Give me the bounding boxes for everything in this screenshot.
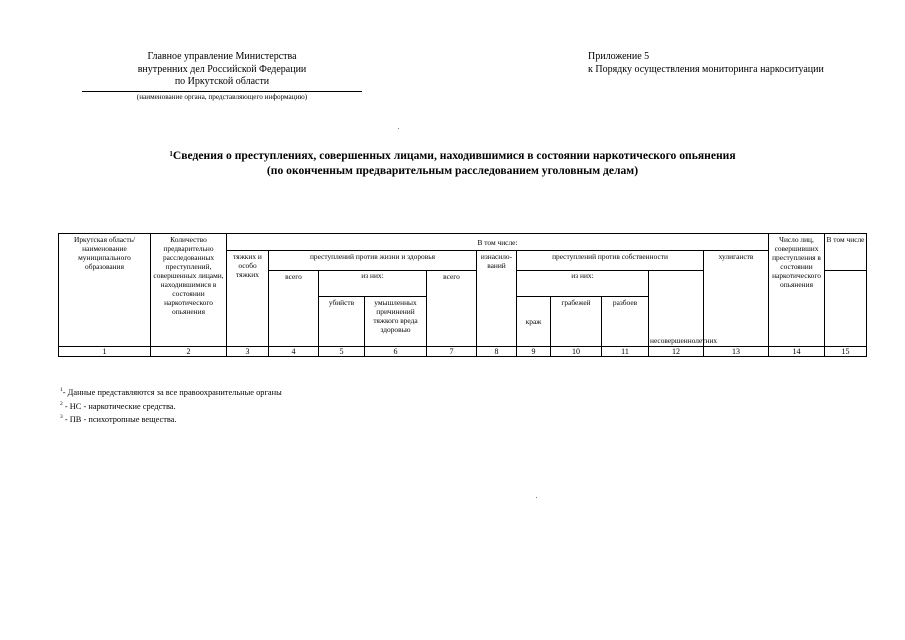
col-minors: несовершеннолетних	[649, 271, 704, 347]
col-life-total: всего	[269, 271, 319, 347]
col-rape: изнасило-ваний	[477, 251, 517, 347]
column-number: 6	[365, 346, 427, 356]
org-caption: (наименование органа, представляющего информацию)	[136, 92, 308, 101]
document-title	[60, 149, 845, 178]
header-right	[588, 51, 858, 76]
column-numbers-row	[59, 346, 867, 356]
underline	[82, 91, 362, 92]
title-line-2: (по оконченным предварительным расследованием уголовным делам)	[266, 163, 639, 177]
column-number: 8	[477, 346, 517, 356]
col-life-of-them: из них:	[319, 271, 427, 297]
footnote-2: $^2$ - НС - наркотические средства.	[60, 400, 176, 411]
scan-speck	[398, 128, 399, 129]
col-crimes-count: Количество предварительно расследованных преступлений, совершенных лицами, находившимися в состоянии наркотического опьянения	[151, 234, 227, 347]
col-theft: краж	[517, 296, 551, 346]
column-number: 1	[59, 346, 151, 356]
col-persons: Число лиц, совершивших преступления в состоянии наркотического опьянения	[769, 234, 825, 347]
footnotes	[60, 385, 282, 426]
col-brigandage: разбоев	[602, 296, 649, 346]
appendix-ref: к Порядку осуществления мониторинга наркоситуации	[588, 63, 824, 75]
col-hooliganism: хулиганств	[704, 251, 769, 347]
appendix-number: Приложение 5	[588, 51, 650, 62]
footnote-1: $^1$- Данные представляются за все правоохранительные органы	[60, 387, 282, 397]
col-life-health: преступлений против жизни и здоровья	[269, 251, 477, 271]
title-line-1: Сведения о преступлениях, совершенных лицами, находившимися в состоянии наркотического опьянения	[172, 149, 736, 162]
column-number: 9	[517, 346, 551, 356]
column-number: 3	[227, 346, 269, 356]
col-grievous-harm: умышленных причинений тяжкого вреда здоровью	[365, 296, 427, 346]
header-left	[82, 51, 362, 102]
column-number: 4	[269, 346, 319, 356]
column-number: 12	[649, 346, 704, 356]
col-grave: тяжких и особо тяжких	[227, 251, 269, 347]
org-line-2: внутренних дел Российской Федерации	[137, 63, 307, 75]
footnote-3: $^3$ - ПВ - психотропные вещества.	[60, 414, 177, 424]
column-number: 2	[151, 346, 227, 356]
column-number: 13	[704, 346, 769, 356]
org-line-1: Главное управление Министерства	[147, 51, 297, 62]
scan-speck	[536, 497, 537, 498]
data-table	[58, 233, 867, 357]
column-number: 15	[825, 346, 867, 356]
column-number: 5	[319, 346, 365, 356]
col-prop-of-them: из них:	[517, 271, 649, 297]
title-footnote-mark: 1	[169, 150, 173, 158]
col-in-that-number: В том числе	[825, 234, 867, 271]
column-number: 11	[602, 346, 649, 356]
col-property: преступлений против собственности	[517, 251, 704, 271]
col-prop-total: всего	[427, 271, 477, 347]
org-line-3: по Иркутской области	[174, 76, 270, 87]
col-murders: убийств	[319, 296, 365, 346]
column-number: 7	[427, 346, 477, 356]
column-number: 10	[551, 346, 602, 356]
col-region: Иркутская область/ наименование муниципального образования	[59, 234, 151, 347]
col-robbery: грабежей	[551, 296, 602, 346]
in-that-number: В том числе:	[227, 234, 769, 251]
column-number: 14	[769, 346, 825, 356]
